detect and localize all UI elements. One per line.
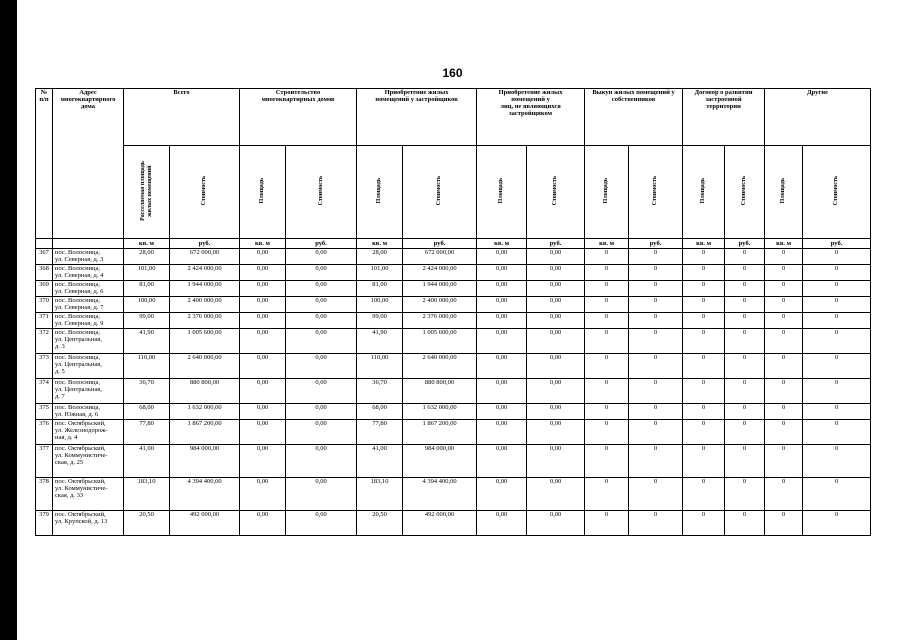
header-group-buyout: Выкуп жилых помещений у собственников bbox=[585, 89, 683, 146]
row-value-cell: 0,00 bbox=[527, 313, 585, 329]
row-value-cell: 0,00 bbox=[477, 249, 527, 265]
row-value-cell: 0,00 bbox=[240, 249, 286, 265]
units-cell: руб. bbox=[527, 239, 585, 249]
row-number: 374 bbox=[36, 379, 53, 404]
row-value-cell: 0 bbox=[629, 249, 683, 265]
units-cell: кв. м bbox=[683, 239, 725, 249]
row-value-cell: 0 bbox=[803, 404, 871, 420]
row-address: пос. Волосница, ул. Южная, д. 6 bbox=[53, 404, 124, 420]
row-number: 368 bbox=[36, 265, 53, 281]
row-value-cell: 1 005 600,00 bbox=[170, 329, 240, 354]
row-value-cell: 41,00 bbox=[124, 445, 170, 478]
row-value-cell: 0 bbox=[585, 445, 629, 478]
row-value-cell: 0 bbox=[765, 265, 803, 281]
row-value-cell: 0,00 bbox=[240, 420, 286, 445]
row-value-cell: 0 bbox=[803, 379, 871, 404]
subheader-cell: Площадь bbox=[585, 146, 629, 239]
table-row bbox=[36, 313, 871, 329]
row-value-cell: 0,00 bbox=[527, 249, 585, 265]
row-address: пос. Октябрьский, ул. Коммунистиче- ская, д. 33 bbox=[53, 478, 124, 511]
units-cell: кв. м bbox=[585, 239, 629, 249]
row-value-cell: 0 bbox=[683, 249, 725, 265]
row-value-cell: 880 800,00 bbox=[403, 379, 477, 404]
row-value-cell: 0 bbox=[585, 379, 629, 404]
row-address: пос. Октябрьский, ул. Крупской, д. 13 bbox=[53, 511, 124, 536]
row-value-cell: 1 005 600,00 bbox=[403, 329, 477, 354]
row-value-cell: 1 867 200,00 bbox=[170, 420, 240, 445]
row-value-cell: 0,00 bbox=[477, 297, 527, 313]
row-value-cell: 0 bbox=[585, 511, 629, 536]
units-cell: кв. м bbox=[240, 239, 286, 249]
row-value-cell: 0 bbox=[765, 445, 803, 478]
row-number: 370 bbox=[36, 297, 53, 313]
units-cell bbox=[53, 239, 124, 249]
table-row bbox=[36, 281, 871, 297]
row-value-cell: 0 bbox=[683, 511, 725, 536]
row-number: 378 bbox=[36, 478, 53, 511]
subheader-cell: Стоимость bbox=[403, 146, 477, 239]
row-value-cell: 0,00 bbox=[286, 420, 357, 445]
row-value-cell: 81,00 bbox=[357, 281, 403, 297]
row-value-cell: 0 bbox=[765, 478, 803, 511]
row-value-cell: 0 bbox=[585, 420, 629, 445]
row-value-cell: 0 bbox=[683, 313, 725, 329]
subheader-cell: Стоимость bbox=[803, 146, 871, 239]
table-row bbox=[36, 511, 871, 536]
row-value-cell: 0,00 bbox=[477, 329, 527, 354]
table-row bbox=[36, 445, 871, 478]
units-cell: руб. bbox=[170, 239, 240, 249]
row-value-cell: 0,00 bbox=[477, 313, 527, 329]
row-value-cell: 0 bbox=[629, 445, 683, 478]
units-cell: руб. bbox=[629, 239, 683, 249]
row-value-cell: 0,00 bbox=[240, 297, 286, 313]
row-value-cell: 0 bbox=[629, 297, 683, 313]
row-value-cell: 2 424 000,00 bbox=[403, 265, 477, 281]
row-value-cell: 0 bbox=[585, 404, 629, 420]
row-number: 379 bbox=[36, 511, 53, 536]
row-value-cell: 0,00 bbox=[527, 445, 585, 478]
row-address: пос. Октябрьский, ул. Коммунистиче- ская, д. 25 bbox=[53, 445, 124, 478]
row-address: пос. Октябрьский, ул. Железнодорож- ная, д. 4 bbox=[53, 420, 124, 445]
row-value-cell: 0,00 bbox=[286, 379, 357, 404]
row-value-cell: 0 bbox=[585, 313, 629, 329]
header-group-total: Всего bbox=[124, 89, 240, 146]
row-value-cell: 0 bbox=[725, 445, 765, 478]
row-value-cell: 0 bbox=[629, 354, 683, 379]
row-value-cell: 183,10 bbox=[124, 478, 170, 511]
row-value-cell: 0,00 bbox=[527, 329, 585, 354]
row-value-cell: 0,00 bbox=[477, 379, 527, 404]
row-value-cell: 672 000,00 bbox=[403, 249, 477, 265]
row-value-cell: 28,00 bbox=[124, 249, 170, 265]
row-value-cell: 0 bbox=[585, 297, 629, 313]
subheader-cell: Стоимость bbox=[170, 146, 240, 239]
row-value-cell: 984 000,00 bbox=[170, 445, 240, 478]
row-number: 373 bbox=[36, 354, 53, 379]
row-value-cell: 0 bbox=[765, 420, 803, 445]
row-value-cell: 28,00 bbox=[357, 249, 403, 265]
row-value-cell: 0 bbox=[683, 478, 725, 511]
row-value-cell: 0 bbox=[683, 404, 725, 420]
row-value-cell: 0 bbox=[683, 329, 725, 354]
row-value-cell: 0 bbox=[629, 313, 683, 329]
row-value-cell: 0 bbox=[725, 265, 765, 281]
row-value-cell: 984 000,00 bbox=[403, 445, 477, 478]
row-value-cell: 0 bbox=[629, 329, 683, 354]
row-value-cell: 0,00 bbox=[240, 265, 286, 281]
row-value-cell: 0,00 bbox=[240, 313, 286, 329]
row-address: пос. Волосница, ул. Центральная, д. 5 bbox=[53, 354, 124, 379]
row-number: 367 bbox=[36, 249, 53, 265]
row-value-cell: 0 bbox=[585, 478, 629, 511]
header-group-development-contract: Договор о развитии застроенной территории bbox=[683, 89, 765, 146]
row-value-cell: 0 bbox=[683, 445, 725, 478]
row-value-cell: 0,00 bbox=[240, 354, 286, 379]
header-group-developers: Приобретение жилых помещений у застройщиков bbox=[357, 89, 477, 146]
row-value-cell: 0 bbox=[803, 478, 871, 511]
row-value-cell: 0 bbox=[585, 281, 629, 297]
row-address: пос. Волосница, ул. Северная, д. 6 bbox=[53, 281, 124, 297]
units-cell: руб. bbox=[403, 239, 477, 249]
row-value-cell: 0 bbox=[765, 354, 803, 379]
row-value-cell: 672 000,00 bbox=[170, 249, 240, 265]
row-value-cell: 2 640 000,00 bbox=[403, 354, 477, 379]
row-value-cell: 0 bbox=[765, 329, 803, 354]
units-cell: кв. м bbox=[477, 239, 527, 249]
row-value-cell: 0 bbox=[683, 297, 725, 313]
units-cell: кв. м bbox=[124, 239, 170, 249]
row-value-cell: 36,70 bbox=[124, 379, 170, 404]
row-value-cell: 100,00 bbox=[357, 297, 403, 313]
units-cell: кв. м bbox=[357, 239, 403, 249]
row-value-cell: 0 bbox=[803, 297, 871, 313]
row-value-cell: 0,00 bbox=[286, 445, 357, 478]
subheader-cell: Расселяемая площадь жилых помещений bbox=[124, 146, 170, 239]
row-value-cell: 0,00 bbox=[477, 404, 527, 420]
row-number: 375 bbox=[36, 404, 53, 420]
row-value-cell: 0,00 bbox=[286, 281, 357, 297]
row-value-cell: 1 632 000,00 bbox=[170, 404, 240, 420]
subheader-cell: Стоимость bbox=[527, 146, 585, 239]
row-value-cell: 0 bbox=[803, 249, 871, 265]
row-value-cell: 0,00 bbox=[477, 511, 527, 536]
row-value-cell: 0 bbox=[683, 354, 725, 379]
row-value-cell: 0 bbox=[725, 511, 765, 536]
subheader-cell: Стоимость bbox=[286, 146, 357, 239]
row-value-cell: 0,00 bbox=[527, 478, 585, 511]
row-value-cell: 0,00 bbox=[286, 404, 357, 420]
row-value-cell: 0 bbox=[725, 404, 765, 420]
row-value-cell: 0 bbox=[803, 265, 871, 281]
header-address: Адрес многоквартирного дома bbox=[53, 89, 124, 239]
row-value-cell: 36,70 bbox=[357, 379, 403, 404]
row-value-cell: 0,00 bbox=[477, 265, 527, 281]
header-num: № п/п bbox=[36, 89, 53, 239]
row-value-cell: 0,00 bbox=[240, 281, 286, 297]
row-value-cell: 0,00 bbox=[477, 445, 527, 478]
row-number: 371 bbox=[36, 313, 53, 329]
row-value-cell: 81,00 bbox=[124, 281, 170, 297]
units-cell bbox=[36, 239, 53, 249]
units-cell: руб. bbox=[803, 239, 871, 249]
row-value-cell: 20,50 bbox=[124, 511, 170, 536]
row-value-cell: 0,00 bbox=[240, 445, 286, 478]
table-row bbox=[36, 404, 871, 420]
row-value-cell: 0 bbox=[725, 281, 765, 297]
row-value-cell: 0 bbox=[803, 329, 871, 354]
row-value-cell: 4 394 400,00 bbox=[403, 478, 477, 511]
row-value-cell: 110,00 bbox=[357, 354, 403, 379]
row-address: пос. Волосница, ул. Центральная, д. 3 bbox=[53, 329, 124, 354]
row-value-cell: 0,00 bbox=[240, 478, 286, 511]
row-address: пос. Волосница, ул. Северная, д. 4 bbox=[53, 265, 124, 281]
row-value-cell: 0 bbox=[765, 281, 803, 297]
units-cell: руб. bbox=[725, 239, 765, 249]
row-value-cell: 0 bbox=[585, 265, 629, 281]
resettlement-table bbox=[35, 88, 871, 536]
page-number: 160 bbox=[442, 66, 463, 80]
units-cell: кв. м bbox=[765, 239, 803, 249]
row-value-cell: 2 640 000,00 bbox=[170, 354, 240, 379]
row-value-cell: 99,00 bbox=[124, 313, 170, 329]
row-value-cell: 68,00 bbox=[124, 404, 170, 420]
row-value-cell: 0,00 bbox=[240, 379, 286, 404]
row-value-cell: 0,00 bbox=[527, 511, 585, 536]
row-value-cell: 0,00 bbox=[240, 404, 286, 420]
row-value-cell: 1 944 000,00 bbox=[170, 281, 240, 297]
row-value-cell: 77,80 bbox=[357, 420, 403, 445]
table-row bbox=[36, 249, 871, 265]
row-value-cell: 0,00 bbox=[286, 354, 357, 379]
row-value-cell: 0 bbox=[629, 511, 683, 536]
row-value-cell: 100,00 bbox=[124, 297, 170, 313]
table-row bbox=[36, 420, 871, 445]
row-value-cell: 0 bbox=[683, 379, 725, 404]
row-value-cell: 0,00 bbox=[286, 511, 357, 536]
row-value-cell: 0 bbox=[725, 313, 765, 329]
row-value-cell: 0 bbox=[629, 265, 683, 281]
row-value-cell: 0,00 bbox=[477, 420, 527, 445]
row-value-cell: 492 000,00 bbox=[403, 511, 477, 536]
row-value-cell: 0,00 bbox=[527, 420, 585, 445]
row-value-cell: 0 bbox=[629, 281, 683, 297]
subheader-cell: Стоимость bbox=[629, 146, 683, 239]
row-value-cell: 0,00 bbox=[240, 511, 286, 536]
row-value-cell: 0 bbox=[629, 420, 683, 445]
header-units-row bbox=[36, 239, 871, 249]
row-address: пос. Волосница, ул. Северная, д. 3 bbox=[53, 249, 124, 265]
header-group-other: Другие bbox=[765, 89, 871, 146]
row-value-cell: 0 bbox=[765, 511, 803, 536]
row-value-cell: 0 bbox=[803, 313, 871, 329]
row-address: пос. Волосница, ул. Северная, д. 9 bbox=[53, 313, 124, 329]
row-value-cell: 0,00 bbox=[527, 297, 585, 313]
row-value-cell: 2 400 000,00 bbox=[170, 297, 240, 313]
row-value-cell: 77,80 bbox=[124, 420, 170, 445]
row-value-cell: 101,00 bbox=[357, 265, 403, 281]
row-value-cell: 0 bbox=[683, 420, 725, 445]
row-value-cell: 101,00 bbox=[124, 265, 170, 281]
row-value-cell: 183,10 bbox=[357, 478, 403, 511]
header-group-row bbox=[36, 89, 871, 146]
row-value-cell: 0 bbox=[629, 478, 683, 511]
row-value-cell: 0,00 bbox=[527, 354, 585, 379]
row-value-cell: 0,00 bbox=[477, 354, 527, 379]
row-value-cell: 2 424 000,00 bbox=[170, 265, 240, 281]
row-value-cell: 0,00 bbox=[240, 329, 286, 354]
table-row bbox=[36, 329, 871, 354]
row-value-cell: 0 bbox=[629, 404, 683, 420]
row-value-cell: 0,00 bbox=[286, 297, 357, 313]
header-group-construction: Строительство многоквартирных домов bbox=[240, 89, 357, 146]
row-value-cell: 0 bbox=[765, 249, 803, 265]
row-value-cell: 2 376 000,00 bbox=[170, 313, 240, 329]
row-value-cell: 0,00 bbox=[286, 313, 357, 329]
row-value-cell: 0 bbox=[585, 249, 629, 265]
row-value-cell: 0 bbox=[725, 329, 765, 354]
row-value-cell: 0 bbox=[803, 281, 871, 297]
row-value-cell: 4 394 400,00 bbox=[170, 478, 240, 511]
row-value-cell: 0 bbox=[765, 379, 803, 404]
header-subcolumn-row bbox=[36, 146, 871, 239]
row-value-cell: 41,90 bbox=[124, 329, 170, 354]
row-value-cell: 0 bbox=[725, 379, 765, 404]
row-value-cell: 68,00 bbox=[357, 404, 403, 420]
row-value-cell: 110,00 bbox=[124, 354, 170, 379]
header-group-non-developers: Приобретение жилых помещений у лиц, не являющихся застройщиком bbox=[477, 89, 585, 146]
row-value-cell: 0,00 bbox=[527, 379, 585, 404]
table-row bbox=[36, 354, 871, 379]
row-value-cell: 20,50 bbox=[357, 511, 403, 536]
row-value-cell: 0 bbox=[803, 445, 871, 478]
row-value-cell: 0 bbox=[765, 297, 803, 313]
row-value-cell: 0 bbox=[725, 420, 765, 445]
row-number: 376 bbox=[36, 420, 53, 445]
subheader-cell: Стоимость bbox=[725, 146, 765, 239]
row-value-cell: 0 bbox=[803, 354, 871, 379]
scan-edge-bar bbox=[0, 0, 17, 640]
subheader-cell: Площадь bbox=[477, 146, 527, 239]
row-value-cell: 0 bbox=[725, 478, 765, 511]
row-address: пос. Волосница, ул. Северная, д. 7 bbox=[53, 297, 124, 313]
row-value-cell: 0,00 bbox=[527, 265, 585, 281]
row-value-cell: 0,00 bbox=[286, 329, 357, 354]
row-value-cell: 41,00 bbox=[357, 445, 403, 478]
row-value-cell: 41,90 bbox=[357, 329, 403, 354]
units-cell: руб. bbox=[286, 239, 357, 249]
row-address: пос. Волосница, ул. Центральная, д. 7 bbox=[53, 379, 124, 404]
subheader-cell: Площадь bbox=[357, 146, 403, 239]
subheader-cell: Площадь bbox=[240, 146, 286, 239]
row-value-cell: 0,00 bbox=[527, 281, 585, 297]
row-value-cell: 2 376 000,00 bbox=[403, 313, 477, 329]
subheader-cell: Площадь bbox=[683, 146, 725, 239]
subheader-cell: Площадь bbox=[765, 146, 803, 239]
row-value-cell: 492 000,00 bbox=[170, 511, 240, 536]
row-number: 377 bbox=[36, 445, 53, 478]
table-row bbox=[36, 478, 871, 511]
row-value-cell: 0 bbox=[585, 354, 629, 379]
row-value-cell: 1 867 200,00 bbox=[403, 420, 477, 445]
row-value-cell: 2 400 000,00 bbox=[403, 297, 477, 313]
row-value-cell: 0,00 bbox=[527, 404, 585, 420]
row-value-cell: 0 bbox=[725, 297, 765, 313]
row-value-cell: 0 bbox=[725, 354, 765, 379]
row-value-cell: 0,00 bbox=[286, 478, 357, 511]
row-value-cell: 0 bbox=[683, 265, 725, 281]
row-value-cell: 0 bbox=[803, 511, 871, 536]
row-value-cell: 0 bbox=[765, 313, 803, 329]
row-value-cell: 99,00 bbox=[357, 313, 403, 329]
row-value-cell: 0,00 bbox=[286, 249, 357, 265]
row-value-cell: 0 bbox=[803, 420, 871, 445]
table-row bbox=[36, 265, 871, 281]
row-value-cell: 0 bbox=[725, 249, 765, 265]
row-number: 369 bbox=[36, 281, 53, 297]
row-value-cell: 1 944 000,00 bbox=[403, 281, 477, 297]
table-row bbox=[36, 297, 871, 313]
row-value-cell: 0 bbox=[585, 329, 629, 354]
row-value-cell: 0,00 bbox=[286, 265, 357, 281]
row-value-cell: 0 bbox=[683, 281, 725, 297]
row-value-cell: 0 bbox=[765, 404, 803, 420]
row-value-cell: 0,00 bbox=[477, 478, 527, 511]
table-row bbox=[36, 379, 871, 404]
row-value-cell: 0 bbox=[629, 379, 683, 404]
row-value-cell: 0,00 bbox=[477, 281, 527, 297]
row-value-cell: 880 800,00 bbox=[170, 379, 240, 404]
row-value-cell: 1 632 000,00 bbox=[403, 404, 477, 420]
row-number: 372 bbox=[36, 329, 53, 354]
table-body bbox=[36, 249, 871, 536]
